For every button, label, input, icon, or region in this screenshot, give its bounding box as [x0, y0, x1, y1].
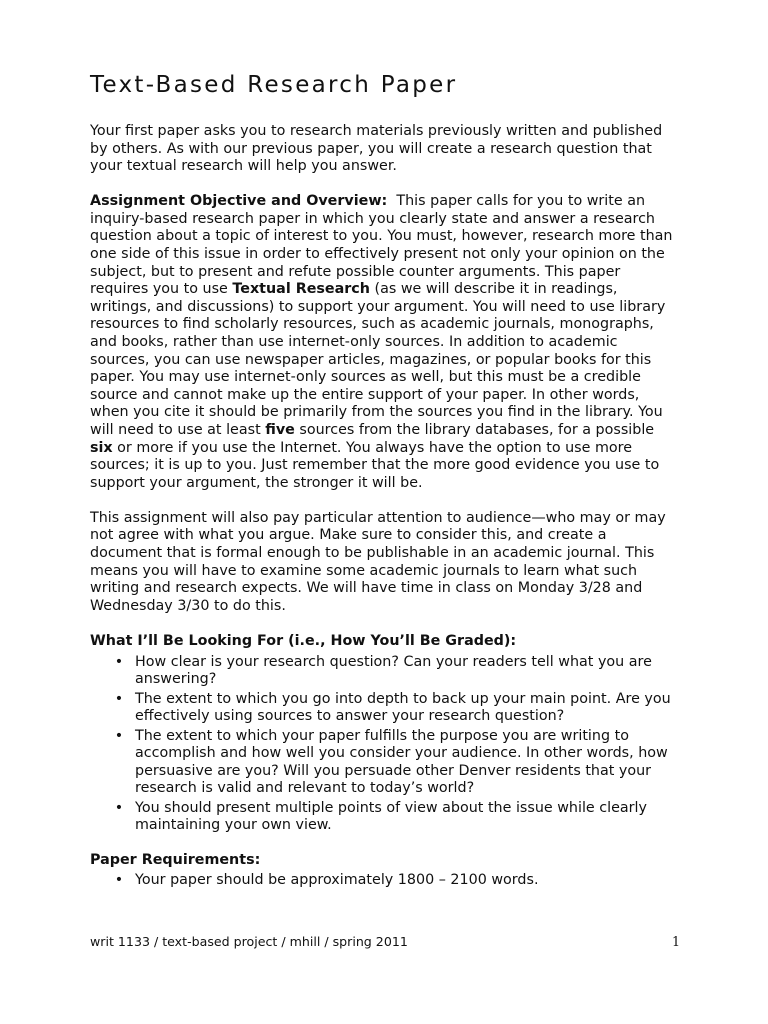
intro-paragraph: Your first paper asks you to research materials previously written and published by others. As with our previous paper, you will create a research question that your textual research will help you answer.: [90, 123, 663, 175]
grading-criterion-item: [90, 691, 680, 726]
five-sources-emphasis: five: [265, 422, 295, 438]
objective-paragraph: [90, 193, 680, 492]
grading-criterion-item: [90, 728, 680, 798]
grading-criterion-item: [90, 654, 680, 689]
grading-criterion-text: How clear is your research question? Can your readers tell what you are answering?: [135, 653, 652, 688]
grading-criterion-text: The extent to which your paper fulfills the purpose you are writing to accomplish and how well you consider your audience. In other words, how persuasive are you? Will you persuade other Denver residents that your research is valid and relevant to today’s world?: [135, 727, 668, 797]
textual-research-emphasis: Textual Research: [232, 281, 370, 298]
grading-criterion-text: The extent to which you go into depth to back up your main point. Are you effectively using sources to answer your research question?: [135, 690, 671, 725]
six-sources-emphasis: six: [90, 439, 113, 456]
grading-criteria-list: [90, 654, 680, 835]
objective-text-part-3: sources from the library databases, for a possible: [294, 422, 655, 438]
objective-text-part-1: This paper calls for you to write an inquiry-based research paper in which you clearly state and answer a research question about a topic of interest to you. You must, however, research more than one side of this issue in order to effectively present not only your opinion on the subject, but to present and refute possible counter arguments. This paper requires you to use: [90, 193, 673, 298]
bullet-icon: •: [114, 690, 124, 707]
objective-label: Assignment Objective and Overview:: [90, 193, 388, 210]
requirement-text: Your paper should be approximately 1800 – 2100 words.: [135, 872, 539, 889]
objective-text-part-2: (as we will describe it in readings, writings, and discussions) to support your argument. You will need to use library resources to find scholarly resources, such as academic journals, monographs, and books, rather than use internet-only sources. In addition to academic sources, you can use newspaper articles, magazines, or popular books for this paper. You may use internet-only sources as well, but this must be a credible source and cannot make up the entire support of your paper. In other words, when you cite it should be primarily from the sources you find in the library. You will need to use at least: [90, 281, 666, 438]
requirements-list: [90, 872, 680, 890]
bullet-icon: •: [114, 653, 124, 670]
document-title: Text-Based Research Paper: [90, 72, 458, 98]
requirement-item: [90, 872, 680, 890]
bullet-icon: •: [114, 799, 124, 816]
grading-criterion-item: [90, 800, 680, 835]
footer-course-info: writ 1133 / text-based project / mhill / spring 2011: [90, 934, 408, 949]
bullet-icon: •: [114, 872, 124, 889]
grading-heading: What I’ll Be Looking For (i.e., How You’ll Be Graded):: [90, 632, 517, 649]
grading-criterion-text: You should present multiple points of view about the issue while clearly maintaining your own view.: [135, 799, 647, 834]
audience-paragraph: This assignment will also pay particular attention to audience—who may or may not agree with what you argue. Make sure to consider this, and create a document that is formal enough to be publishable in an academic journal. This means you will have to examine some academic journals to learn what such writing and research expects. We will have time in class on Monday 3/28 and Wednesday 3/30 to do this.: [90, 509, 666, 614]
footer-page-number: 1: [671, 934, 680, 949]
bullet-icon: •: [114, 727, 124, 744]
document-page: [90, 68, 680, 892]
objective-text-part-4: or more if you use the Internet. You always have the option to use more sources; it is up to you. Just remember that the more good evidence you use to support your argument, the stronger it will be.: [90, 439, 660, 491]
requirements-heading: Paper Requirements:: [90, 851, 261, 868]
